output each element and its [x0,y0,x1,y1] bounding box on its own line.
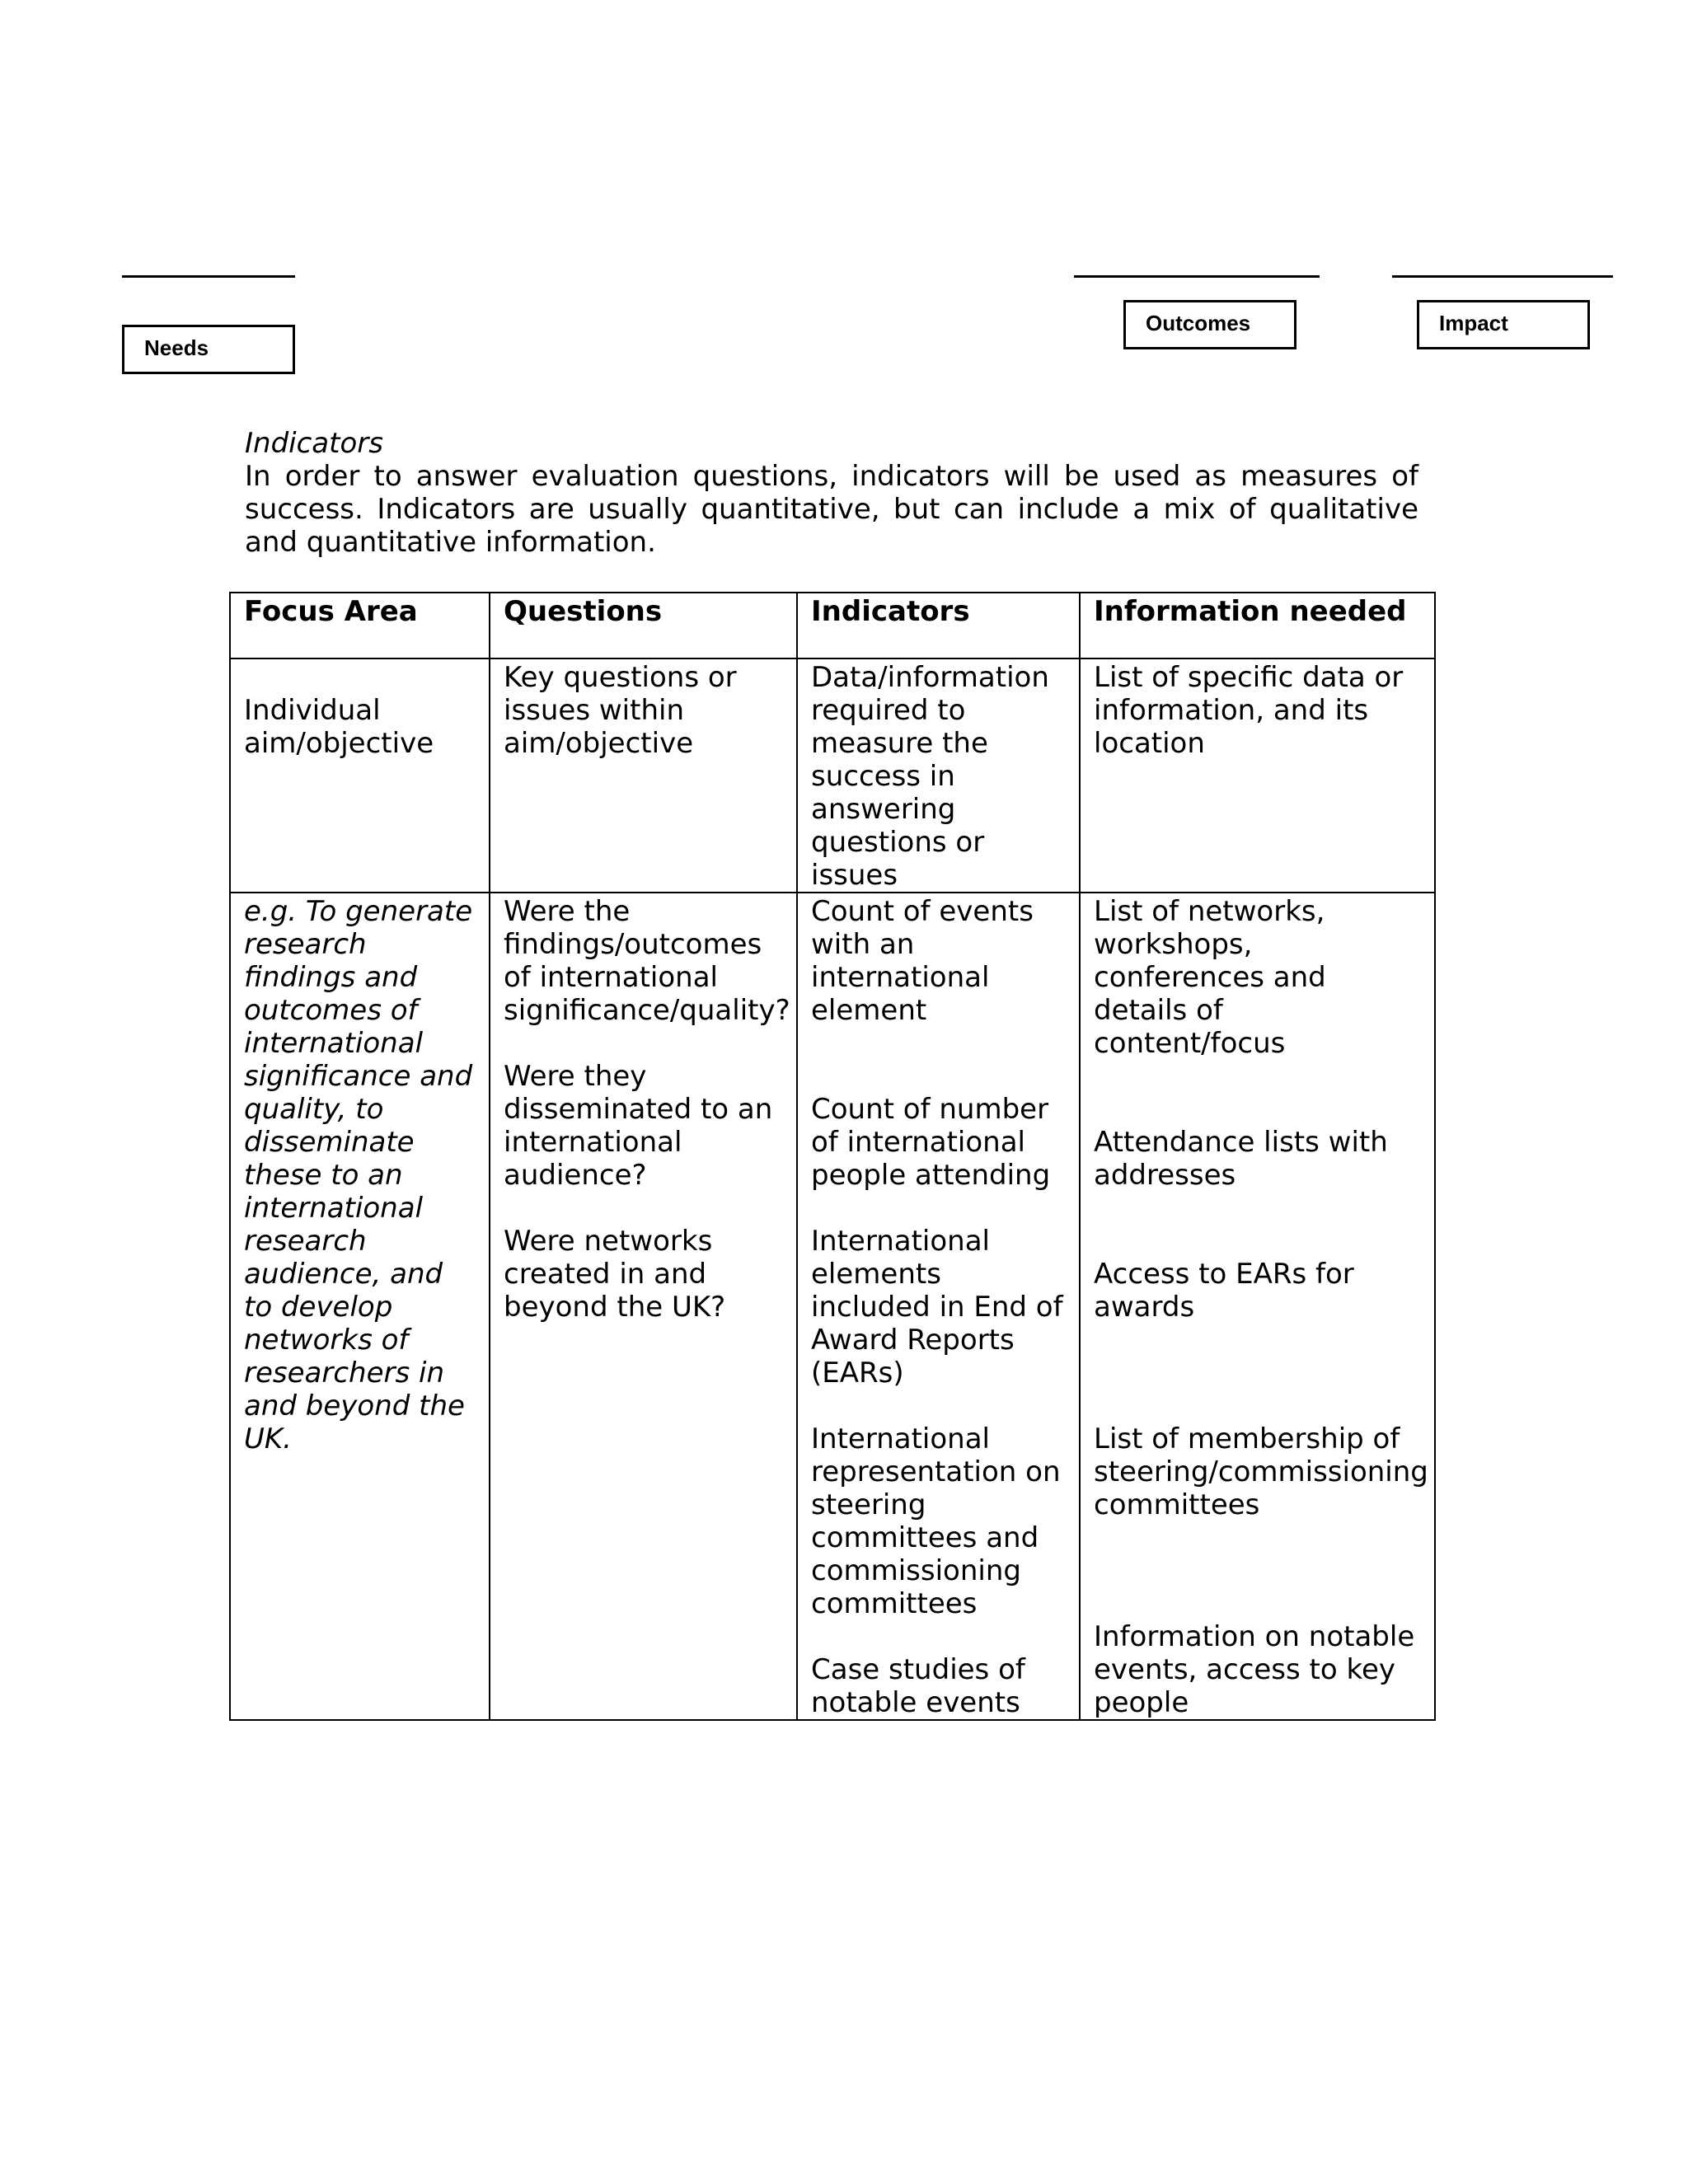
example-question: Were the findings/outcomes of international significance/quality? [504,895,790,1027]
example-focus: e.g. To generate research findings and outcomes of international significance and quality, to disseminate these to an international research audience, and to develop networks of researchers in and beyond the UK. [244,895,473,1455]
example-information: List of membership of steering/commissioning committees [1094,1422,1428,1521]
example-indicator: Case studies of notable events [811,1653,1025,1719]
header-indicators: Indicators [797,593,1080,658]
impact-connector-line [1392,275,1613,278]
example-information: Attendance lists with addresses [1094,1126,1388,1192]
impact-label: Impact [1439,311,1508,335]
generic-questions: Key questions or issues within aim/objective [504,661,737,760]
example-information: Information on notable events, access to key people [1094,1620,1415,1719]
needs-box [122,325,295,374]
example-information: List of networks, workshops, conferences and details of content/focus [1094,895,1326,1060]
outcomes-box [1123,300,1296,349]
cell-indicators [797,893,1080,1720]
cell-information-needed [1080,893,1435,1720]
example-indicator: Count of events with an international element [811,895,1034,1027]
example-information: Access to EARs for awards [1094,1258,1354,1324]
example-indicator: International representation on steering committees and commissioning committees [811,1422,1061,1620]
generic-information: List of specific data or information, and its location [1094,661,1404,760]
generic-focus: Individual aim/objective [244,694,434,760]
indicators-table [229,592,1436,1721]
example-question: Were they disseminated to an international audience? [504,1060,773,1192]
generic-indicators: Data/information required to measure the success in answering questions or issues [811,661,1049,892]
table-header-row [230,593,1435,658]
header-questions: Questions [490,593,797,658]
outcomes-connector-line [1074,275,1320,278]
needs-connector-line [122,275,295,278]
table-row [230,658,1435,893]
needs-label: Needs [144,335,209,360]
intro-title: Indicators [245,427,383,460]
outcomes-label: Outcomes [1146,311,1251,335]
indicators-intro [245,427,1418,559]
cell-questions [490,893,797,1720]
table-row [230,893,1435,1720]
impact-box [1417,300,1590,349]
cell-focus-area [230,658,490,893]
cell-focus-area [230,893,490,1720]
header-focus-area: Focus Area [230,593,490,658]
header-information-needed: Information needed [1080,593,1435,658]
example-indicator: International elements included in End of Award Reports (EARs) [811,1225,1063,1390]
example-indicator: Count of number of international people attending [811,1093,1051,1192]
cell-questions [490,658,797,893]
cell-indicators [797,658,1080,893]
example-question: Were networks created in and beyond the UK? [504,1225,726,1324]
intro-body: In order to answer evaluation questions, indicators will be used as measures of success. Indicators are usually quantitative, but can include a mix of qualitative and quantitative information. [245,460,1418,559]
cell-information-needed [1080,658,1435,893]
